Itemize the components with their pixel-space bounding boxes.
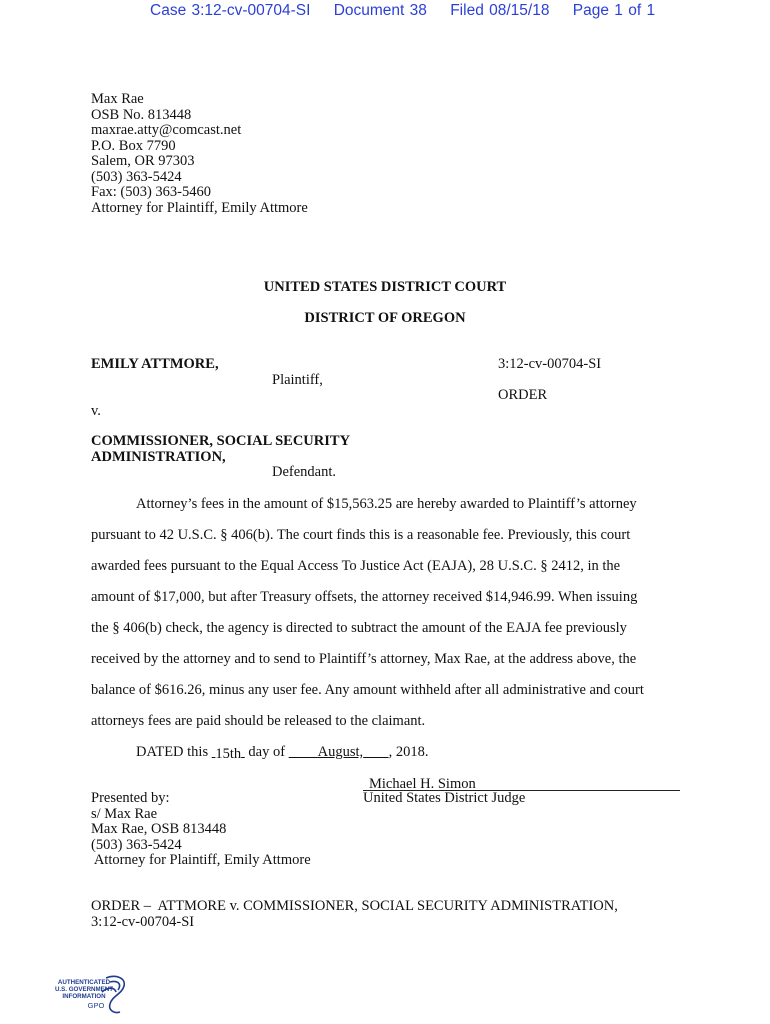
court-district: DISTRICT OF OREGON [304, 310, 466, 326]
filed-date-header: Filed 08/15/18 [450, 2, 550, 19]
judge-name: Michael H. Simon [369, 776, 476, 792]
document-number-header: Document 38 [333, 2, 427, 19]
versus-label: v. [91, 403, 101, 419]
attorney-phone: (503) 363-5424 [91, 168, 182, 185]
presented-by-role: Attorney for Plaintiff, Emily Attmore [91, 852, 311, 868]
judge-title: United States District Judge [363, 790, 526, 806]
dated-suffix: , 2018. [388, 744, 429, 760]
defendant-name-line1: COMMISSIONER, SOCIAL SECURITY [91, 433, 351, 449]
body-line-4: amount of $17,000, but after Treasury offsets, the attorney received $14,946.99. When issuing [91, 589, 638, 605]
case-number-header: Case 3:12-cv-00704-SI [150, 2, 311, 19]
svg-text:GPO: GPO [87, 1001, 105, 1010]
defendant-name-line2: ADMINISTRATION, [91, 449, 226, 465]
attorney-po-box: P.O. Box 7790 [91, 137, 176, 154]
body-line-6: received by the attorney and to send to Plaintiff’s attorney, Max Rae, at the address above, the [91, 651, 637, 667]
body-line-1: Attorney’s fees in the amount of $15,563.25 are hereby awarded to Plaintiff’s attorney [136, 496, 637, 512]
dated-month: August, [317, 744, 364, 760]
dated-prefix: DATED this [136, 744, 212, 760]
attorney-address-block [91, 92, 308, 216]
attorney-name: Max Rae [91, 91, 144, 107]
defendant-role: Defendant. [272, 464, 337, 480]
dated-middle: day of [244, 744, 289, 760]
case-header [150, 2, 655, 20]
body-line-3: awarded fees pursuant to the Equal Access To Justice Act (EAJA), 28 U.S.C. § 2412, in the [91, 558, 621, 574]
presented-by-block [91, 791, 311, 869]
gpo-authentication-seal [44, 972, 132, 1018]
body-line-8: attorneys fees are paid should be released to the claimant. [91, 713, 426, 729]
svg-text:AUTHENTICATED: AUTHENTICATED [57, 979, 111, 986]
attorney-email: maxrae.atty@comcast.net [91, 122, 242, 138]
body-line-2: pursuant to 42 U.S.C. § 406(b). The court finds this is a reasonable fee. Previously, this court [91, 527, 631, 543]
plaintiff-name: EMILY ATTMORE, [91, 356, 219, 372]
caption-case-number: 3:12-cv-00704-SI [498, 356, 602, 372]
dated-line [136, 744, 428, 761]
svg-text:INFORMATION: INFORMATION [62, 993, 106, 1000]
attorney-bar-number: OSB No. 813448 [91, 106, 192, 123]
presented-by-phone: (503) 363-5424 [91, 836, 182, 853]
presented-by-signature: s/ Max Rae [91, 805, 158, 822]
presented-by-bar: Max Rae, OSB 813448 [91, 821, 227, 837]
document-type: ORDER [498, 387, 548, 403]
svg-text:U.S. GOVERNMENT: U.S. GOVERNMENT [54, 986, 114, 993]
plaintiff-role: Plaintiff, [272, 372, 323, 388]
page-count-header: Page 1 of 1 [572, 2, 656, 19]
body-line-5: the § 406(b) check, the agency is directed to subtract the amount of the EAJA fee previously [91, 620, 627, 636]
dated-day: 15th [215, 746, 242, 762]
document-footer [91, 899, 618, 930]
eagle-seal-icon [44, 972, 132, 1018]
footer-line-2: 3:12-cv-00704-SI [91, 913, 195, 930]
court-name: UNITED STATES DISTRICT COURT [263, 279, 507, 295]
attorney-role: Attorney for Plaintiff, Emily Attmore [91, 199, 308, 216]
attorney-city: Salem, OR 97303 [91, 153, 195, 169]
attorney-fax: Fax: (503) 363-5460 [91, 184, 212, 200]
presented-by-label: Presented by: [91, 790, 170, 806]
footer-line-1: ORDER – ATTMORE v. COMMISSIONER, SOCIAL SECURITY ADMINISTRATION, [91, 898, 618, 914]
body-line-7: balance of $616.26, minus any user fee. Any amount withheld after all administrative and court [91, 682, 644, 698]
